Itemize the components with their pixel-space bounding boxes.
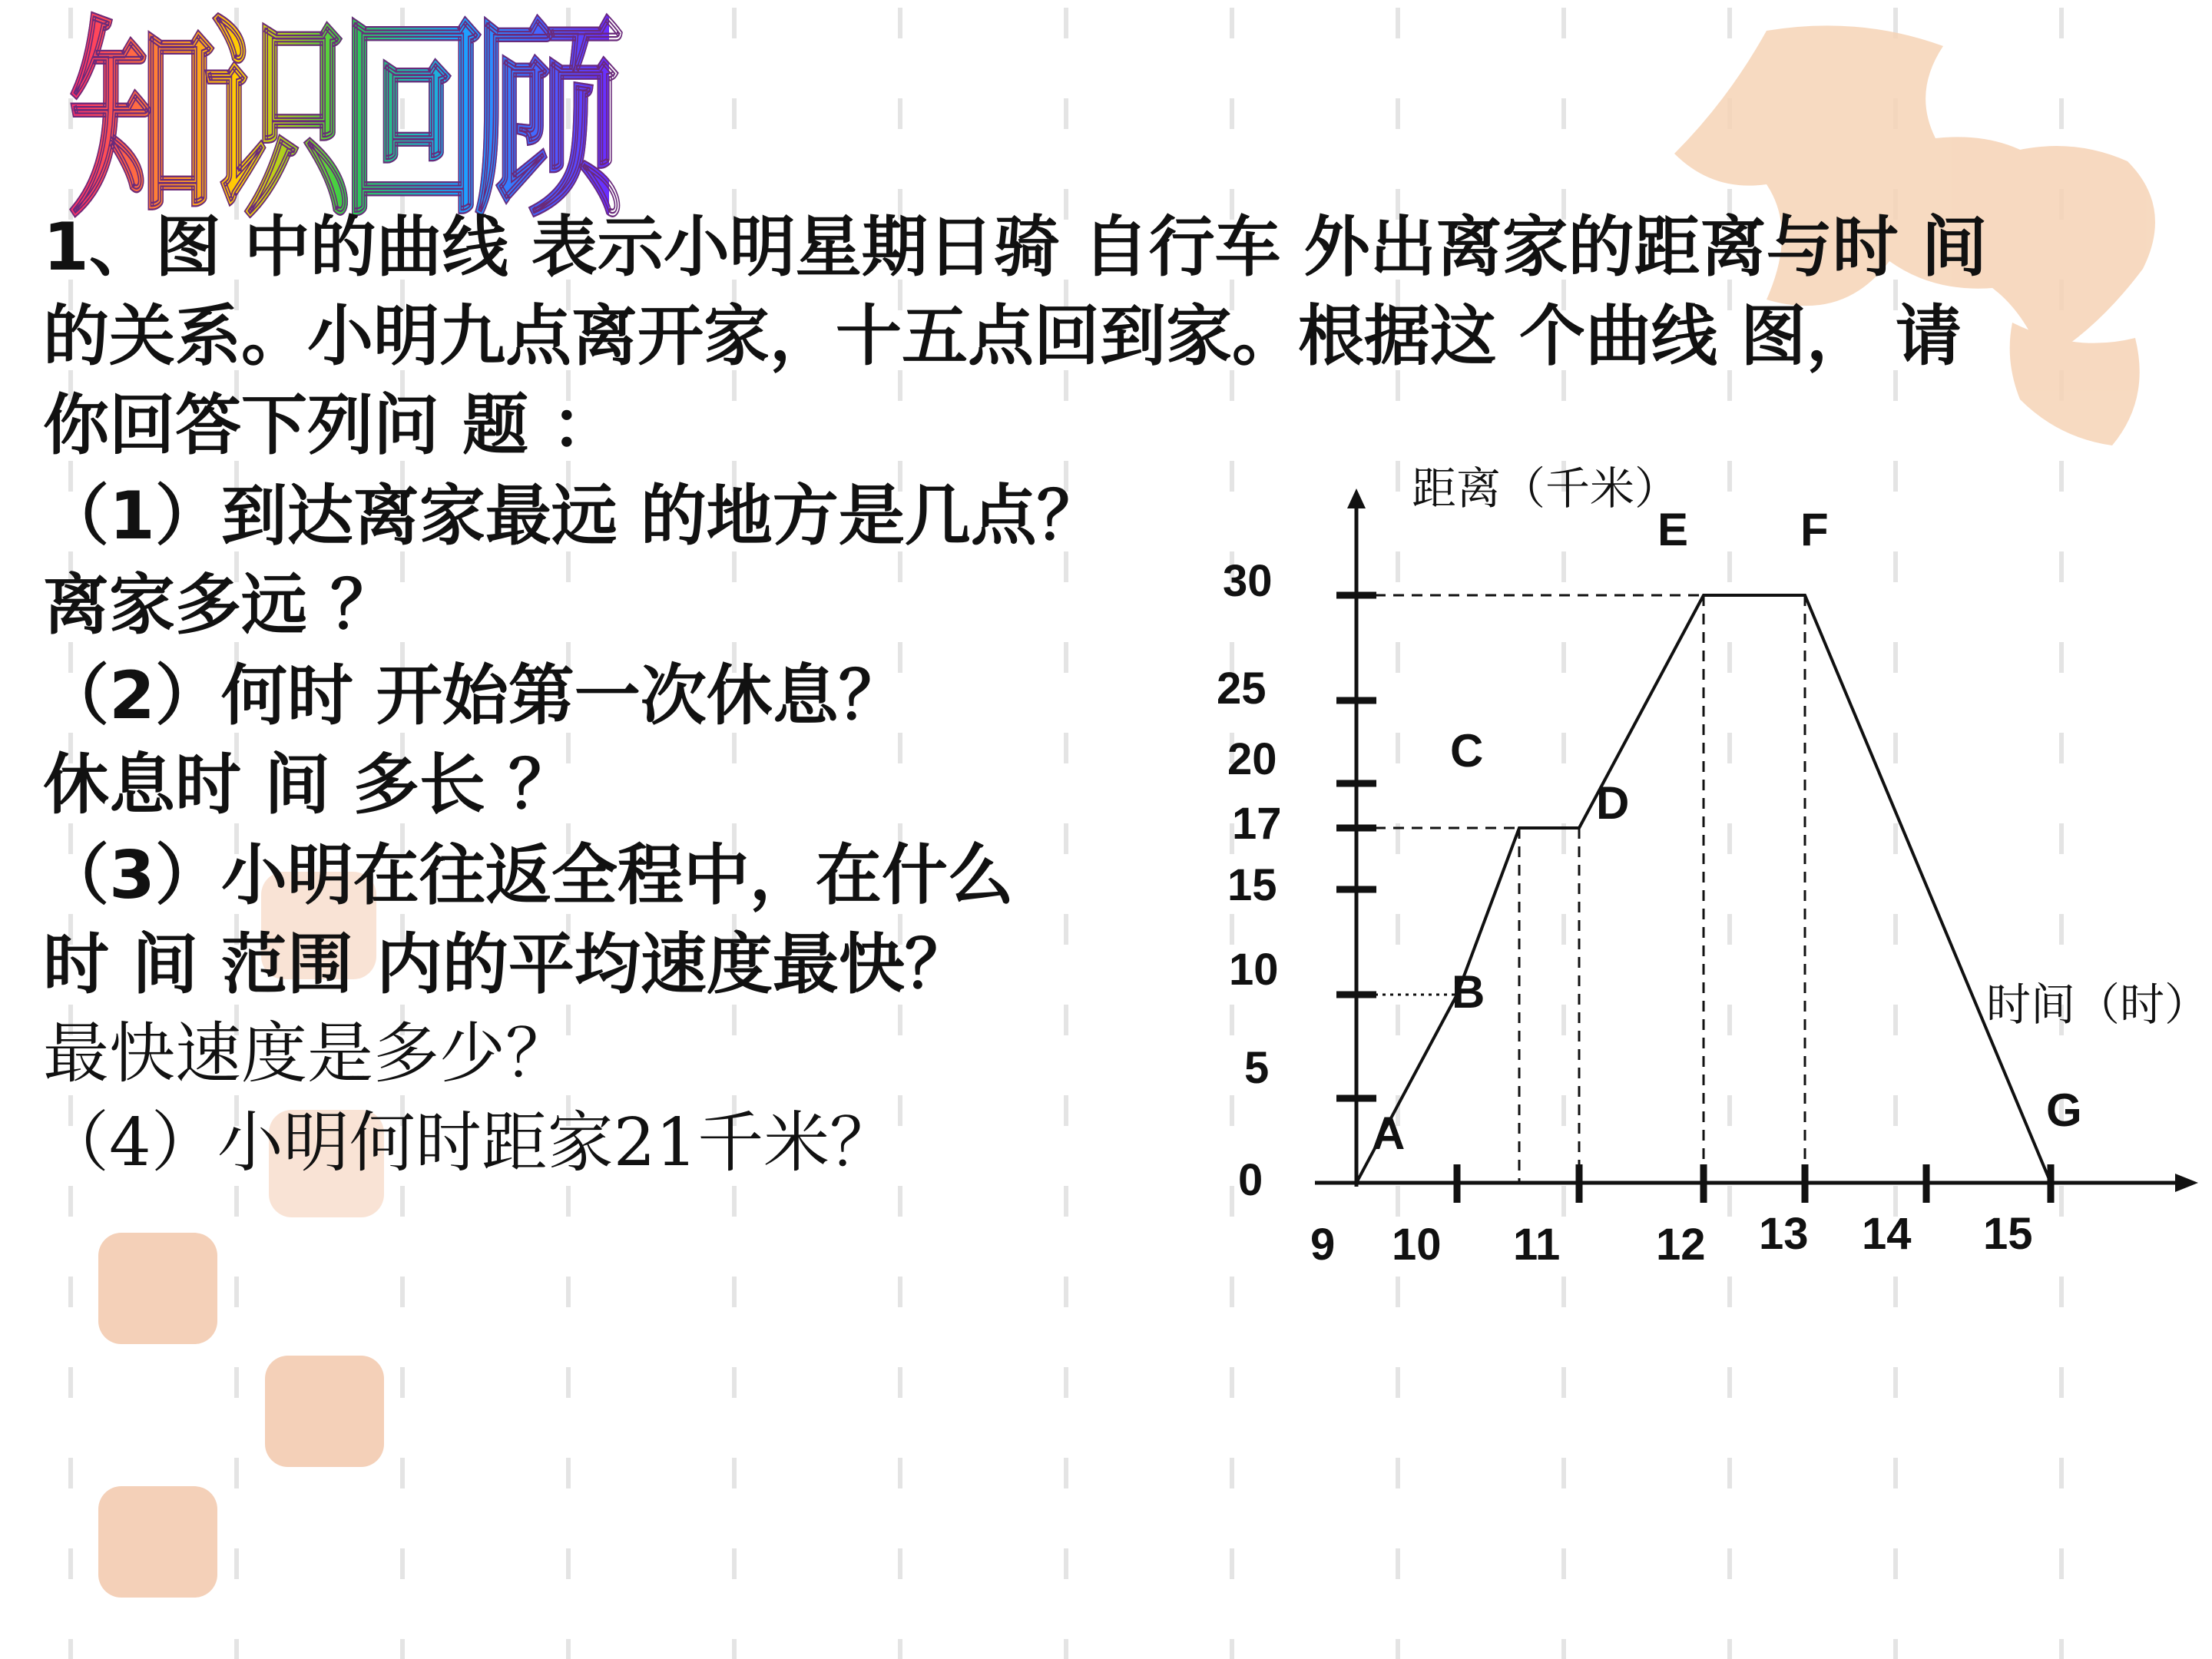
problem-line-3: 你回答下列问 题 ： — [43, 387, 618, 464]
point-label-G: G — [2046, 1084, 2082, 1136]
question-3-line-2: 时 间 范围 内的平均速度最快？ — [43, 926, 971, 1003]
slide-title: 知识回顾 — [68, 0, 610, 247]
point-label-C: C — [1450, 725, 1484, 777]
y-tick-label-15: 15 — [1227, 860, 1277, 910]
y-axis-arrow — [1347, 488, 1366, 508]
x-tick-label-14: 14 — [1862, 1209, 1912, 1259]
x-tick-label-13: 13 — [1759, 1209, 1809, 1259]
y-tick-label-0: 0 — [1238, 1155, 1263, 1205]
x-axis-label: 时间（时） — [1986, 979, 2210, 1031]
x-axis-arrow — [2175, 1174, 2198, 1192]
question-1-line-2: 离家多远 ？ — [43, 567, 396, 644]
question-1-line-1: （1）到达离家最远 的地方是几点？ — [43, 478, 1103, 555]
point-label-F: F — [1800, 504, 1829, 555]
question-2-line-1: （2）何时 开始第一次休息？ — [43, 657, 905, 734]
y-tick-label-30: 30 — [1223, 556, 1273, 606]
y-tick-label-5: 5 — [1244, 1043, 1270, 1093]
question-4: （4）小明何时距家21千米？ — [43, 1104, 896, 1181]
point-label-D: D — [1596, 777, 1630, 829]
x-tick-label-10: 10 — [1392, 1220, 1442, 1270]
problem-line-1: 1、图 中的曲线 表示小明星期日骑 自行车 外出离家的距离与时 间 — [43, 209, 1988, 286]
x-tick-label-12: 12 — [1656, 1220, 1706, 1270]
x-tick-label-11: 11 — [1513, 1220, 1561, 1270]
x-tick-label-15: 15 — [1983, 1209, 2033, 1259]
question-3-line-3: 最快速度是多少？ — [43, 1015, 571, 1092]
y-tick-label-25: 25 — [1217, 664, 1267, 714]
point-label-B: B — [1452, 966, 1485, 1018]
point-label-E: E — [1657, 504, 1689, 555]
point-label-A: A — [1372, 1108, 1406, 1159]
y-tick-label-20: 20 — [1227, 734, 1277, 784]
y-tick-label-10: 10 — [1229, 945, 1279, 995]
question-3-line-1: （3）小明在往返全程中，在什么 — [43, 837, 1014, 914]
x-tick-label-9: 9 — [1310, 1220, 1336, 1270]
y-axis-label: 距离（千米） — [1412, 462, 1680, 515]
question-2-line-2: 休息时 间 多长 ？ — [43, 747, 575, 823]
problem-line-2: 的关系。小明九点离开家，十五点回到家。根据这 个曲线 图， 请 — [43, 298, 1962, 375]
y-tick-label-17: 17 — [1232, 799, 1282, 849]
